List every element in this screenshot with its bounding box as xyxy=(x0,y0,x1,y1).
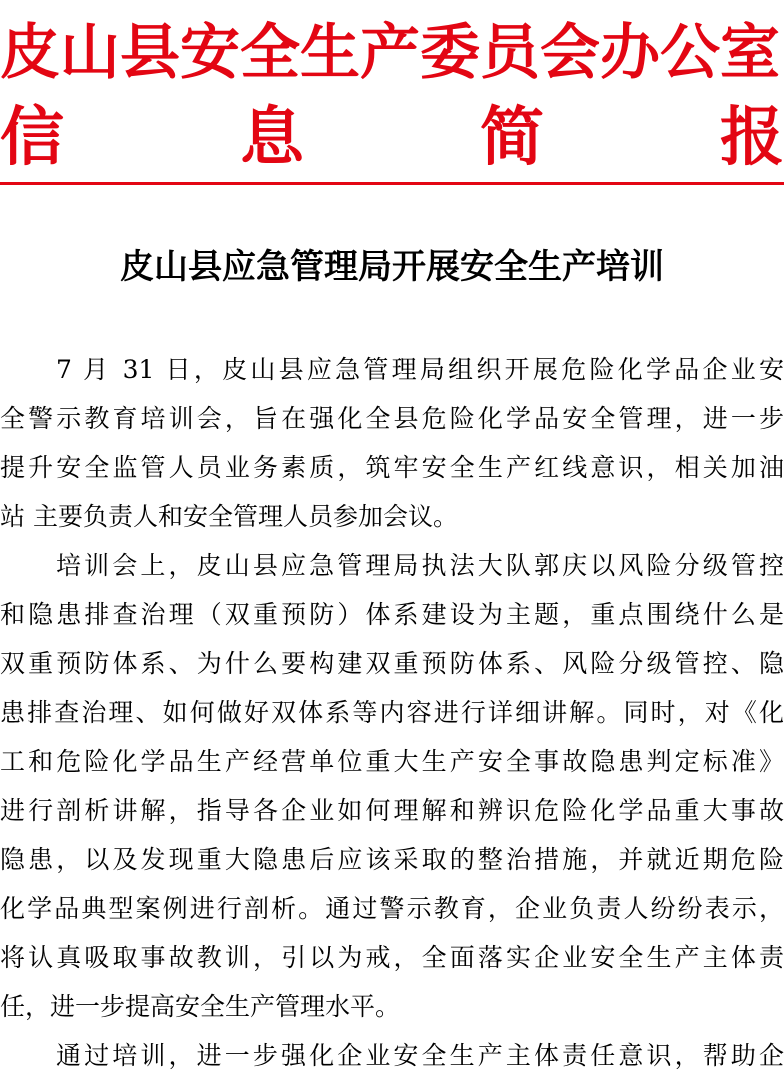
bulletin-heading xyxy=(0,96,784,180)
body-line: 培训会上，皮山县应急管理局执法大队郭庆以风险分级管控 xyxy=(56,551,784,580)
bulletin-char: 息 xyxy=(240,101,304,175)
body-line: 工和危险化学品生产经营单位重大生产安全事故隐患判定标准》 xyxy=(0,747,784,776)
body-line: 化学品典型案例进行剖析。通过警示教育，企业负责人纷纷表示， xyxy=(0,894,784,923)
body-line: 患排查治理、如何做好双体系等内容进行详细讲解。同时，对《化 xyxy=(0,698,784,727)
bulletin-char: 信 xyxy=(0,101,64,175)
header-divider xyxy=(0,182,784,185)
bulletin-char: 报 xyxy=(720,101,784,175)
body-line: 和隐患排查治理（双重预防）体系建设为主题，重点围绕什么是 xyxy=(0,600,784,629)
body-line: 隐患，以及发现重大隐患后应该采取的整治措施，并就近期危险 xyxy=(0,845,784,874)
body-line: 进行剖析讲解，指导各企业如何理解和辨识危险化学品重大事故 xyxy=(0,796,784,825)
body-line: 站 主要负责人和安全管理人员参加会议。 xyxy=(0,502,458,531)
body-line: 任，进一步提高安全生产管理水平。 xyxy=(0,992,401,1021)
body-line: 双重预防体系、为什么要构建双重预防体系、风险分级管控、隐 xyxy=(0,649,784,678)
body-line: 将认真吸取事故教训，引以为戒，全面落实企业安全生产主体责 xyxy=(0,943,784,972)
bulletin-char: 简 xyxy=(480,101,544,175)
article-title: 皮山县应急管理局开展安全生产培训 xyxy=(120,247,664,287)
body-line: 提升安全监管人员业务素质，筑牢安全生产红线意识，相关加油 xyxy=(0,453,784,482)
article-body xyxy=(0,345,784,1080)
body-line: 全警示教育培训会，旨在强化全县危险化学品安全管理，进一步 xyxy=(0,404,784,433)
office-name-heading: 皮山县安全生产委员会办公室 xyxy=(0,18,780,88)
body-line: 7 月 31 日，皮山县应急管理局组织开展危险化学品企业安 xyxy=(56,355,784,384)
body-line: 通过培训，进一步强化企业安全生产主体责任意识，帮助企 xyxy=(56,1041,784,1070)
